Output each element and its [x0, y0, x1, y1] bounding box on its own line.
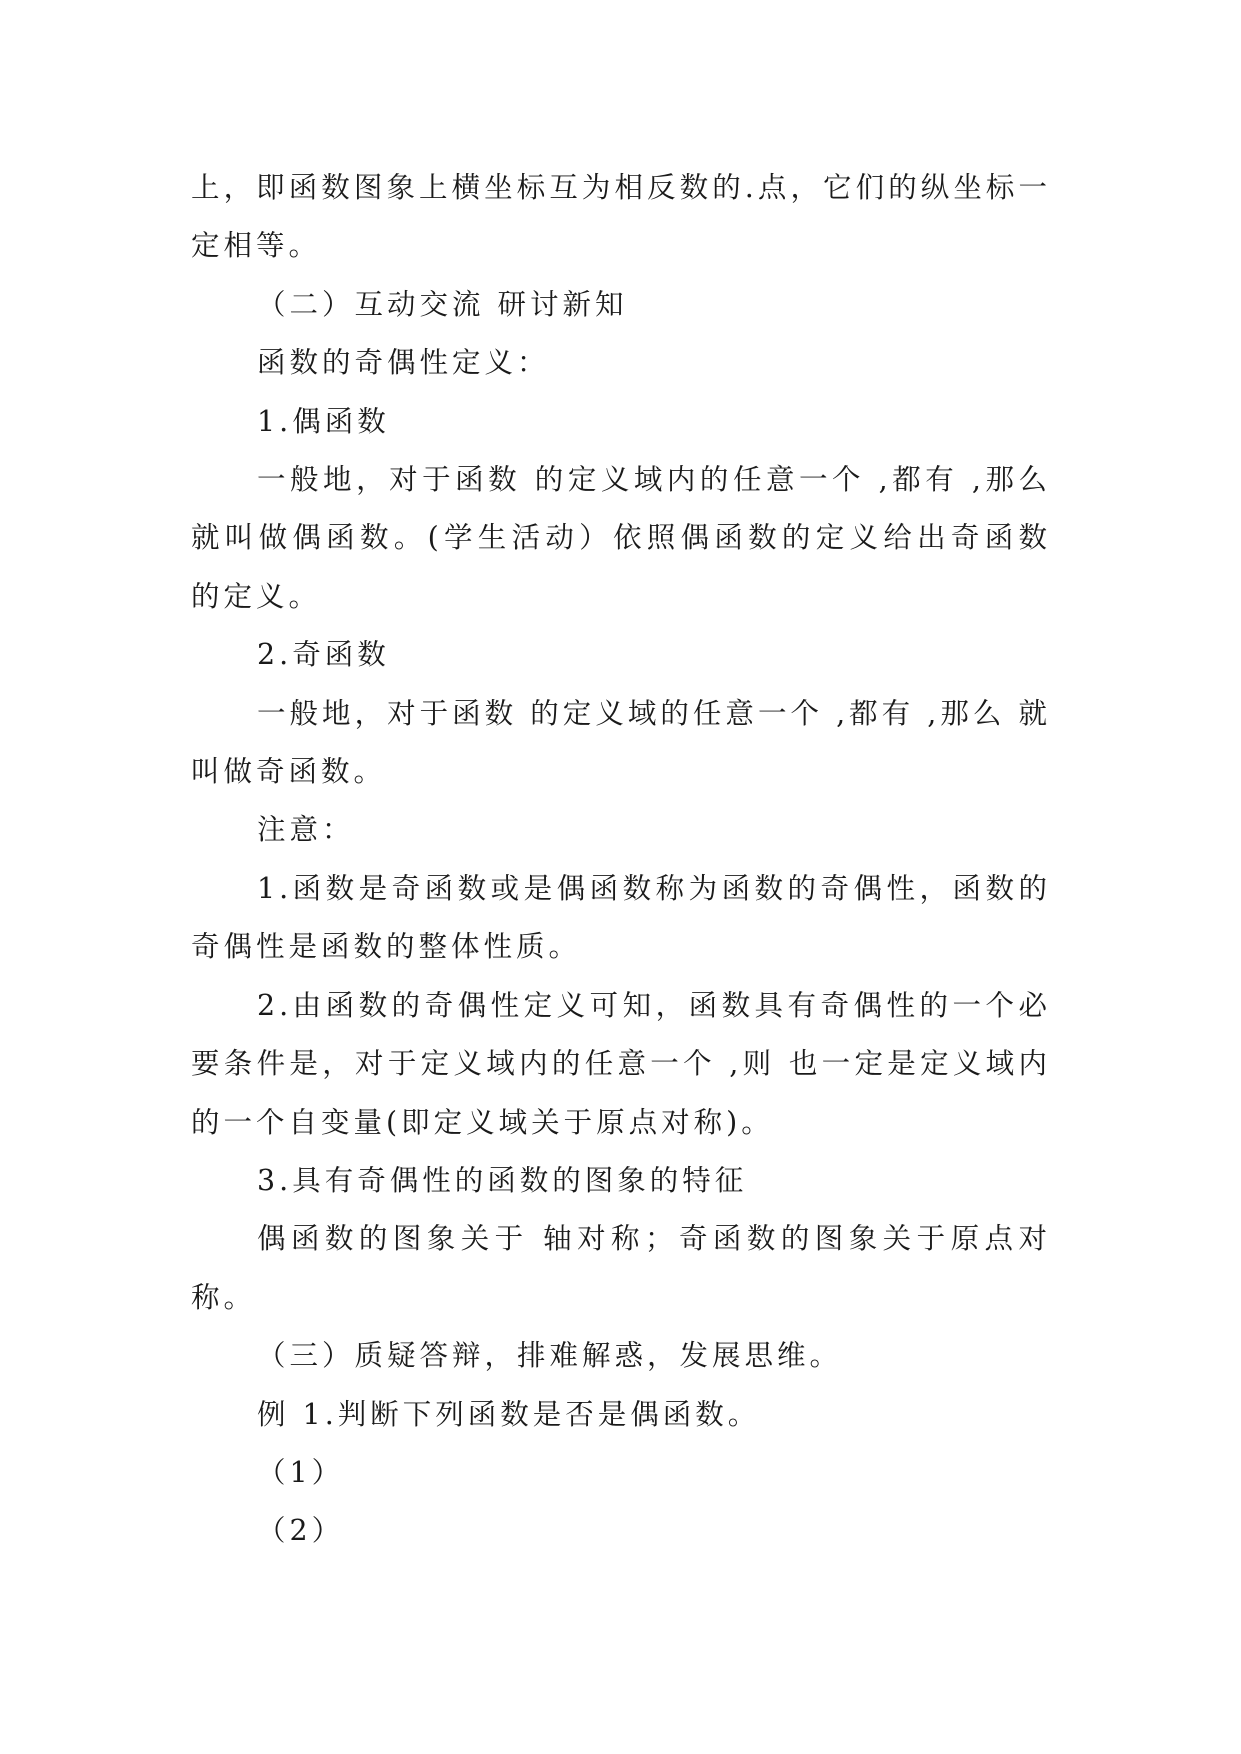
odd-function-heading: 2.奇函数	[257, 638, 390, 672]
graph-feature-text: 偶函数的图象关于 轴对称；奇函数的图象关于原点对称。	[191, 1222, 1051, 1314]
note-item-1: 1.函数是奇函数或是偶函数称为函数的奇偶性，函数的奇偶性是函数的整体性质。	[191, 871, 1051, 964]
section-heading-qa: （三）质疑答辩，排难解惑，发展思维。	[257, 1339, 843, 1373]
even-function-heading: 1.偶函数	[257, 404, 390, 438]
example-item-1: （1）	[257, 1455, 345, 1489]
note-item-2: 2.由函数的奇偶性定义可知，函数具有奇偶性的一个必要条件是，对于定义域内的任意一个 ,则 也一定是定义域内的一个自变量(即定义域关于原点对称)。	[191, 988, 1051, 1139]
paragraph-continuation: 上，即函数图象上横坐标互为相反数的.点，它们的纵坐标一定相等。	[191, 171, 1051, 263]
note-heading: 注意：	[257, 813, 355, 847]
even-function-definition: 一般地，对于函数 的定义域内的任意一个 ,都有 ,那么 就叫做偶函数。(学生活动）依照偶函数的定义给出奇函数的定义。	[191, 463, 1051, 613]
definition-intro: 函数的奇偶性定义：	[257, 346, 550, 380]
odd-function-definition: 一般地，对于函数 的定义域的任意一个 ,都有 ,那么 就叫做奇函数。	[191, 696, 1051, 789]
example-1-prompt: 例 1.判断下列函数是否是偶函数。	[257, 1397, 761, 1431]
document-body	[191, 159, 1051, 1561]
example-item-2: （2）	[257, 1514, 345, 1548]
note-item-3: 3.具有奇偶性的函数的图象的特征	[257, 1163, 748, 1197]
section-heading-interactive-exchange: （二）互动交流 研讨新知	[257, 287, 628, 321]
